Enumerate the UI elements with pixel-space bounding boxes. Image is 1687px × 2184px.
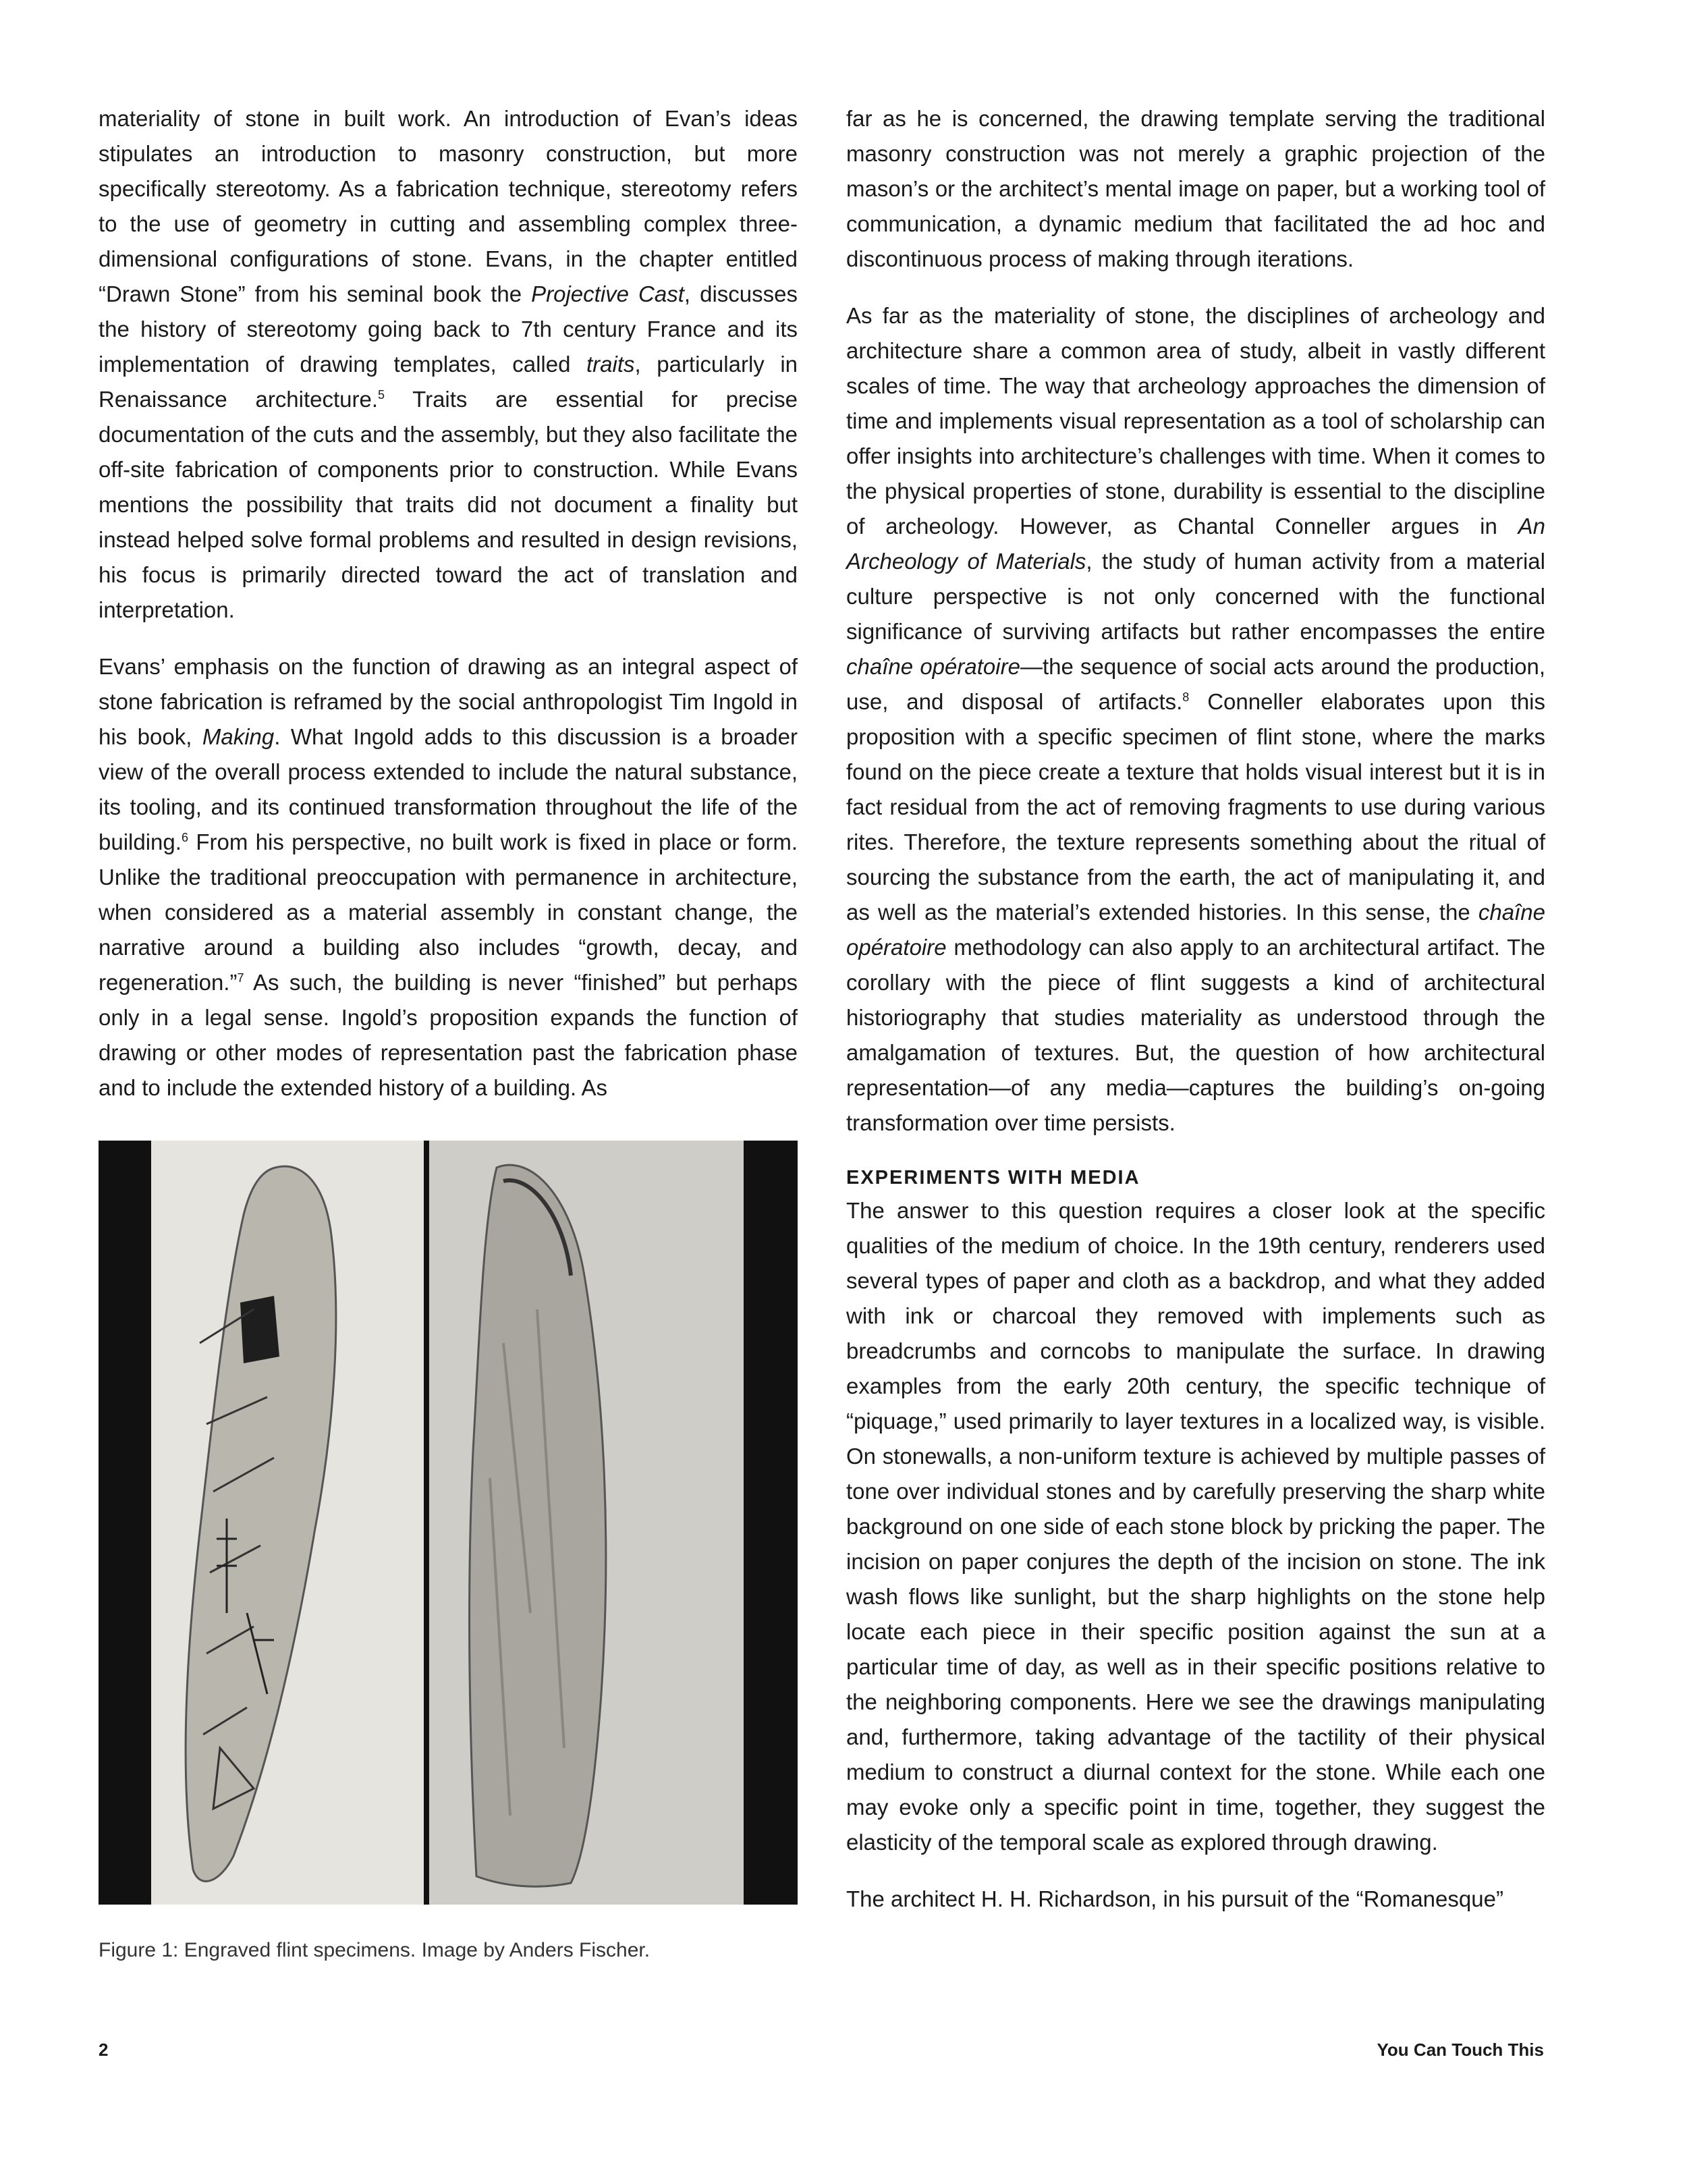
term-traits: traits	[586, 352, 635, 377]
figure-caption: Figure 1: Engraved flint specimens. Image by Anders Fischer.	[99, 1939, 651, 1961]
footnote-ref-7[interactable]: 7	[237, 971, 244, 985]
section-heading: EXPERIMENTS WITH MEDIA	[846, 1167, 1140, 1189]
text-span: , the study of human activity from a material culture perspective is not only concerned with the functional significance of surviving artifacts but rather encompasses the entire	[846, 549, 1545, 644]
right-paragraph-4: The architect H. H. Richardson, in his pursuit of the “Romanesque”	[846, 1886, 1503, 1911]
text-span: Traits are essential for precise documentation of the cuts and the assembly, but they also facilitate the off-site fabrication of components prior to construction. While Evans mentions the possibility that traits did not document a finality but instead helped solve formal problems and resulted in design revisions, his focus is primarily directed toward the act of translation and interpretation.	[99, 387, 798, 622]
text-span: As such, the building is never “finished” but perhaps only in a legal sense. Ingold’s proposition expands the function of drawing or other modes of representation past the fabrication phase and to include the extended history of a building. As	[99, 970, 798, 1100]
text-span: —the sequence of social acts around the production, use, and disposal of artifacts.	[846, 654, 1545, 714]
right-paragraph-2	[846, 298, 1545, 1141]
right-paragraph-1: far as he is concerned, the drawing template serving the traditional masonry construction was not merely a graphic projection of the mason’s or the architect’s mental image on paper, but a working tool of communication, a dynamic medium that facilitated the ad hoc and discontinuous process of making through iterations.	[846, 106, 1545, 271]
page-number: 2	[99, 2040, 109, 2060]
text-span: , discusses the history of stereotomy going back to 7th century France and its implementation of drawing templates, called	[99, 281, 798, 377]
footnote-ref-6[interactable]: 6	[181, 831, 188, 844]
figure-flint-specimens	[99, 1141, 798, 1905]
right-paragraph-3: The answer to this question requires a closer look at the specific qualities of the medium of choice. In the 19th century, renderers used several types of paper and cloth as a backdrop, and what they added with ink or charcoal they removed with implements such as breadcrumbs and corncobs to manipulate the surface. In drawing examples from the early 20th century, the specific technique of “piquage,” used primarily to layer textures in a localized way, is visible. On stonewalls, a non-uniform texture is achieved by multiple passes of tone over individual stones and by carefully preserving the sharp white background on one side of each stone block by pricking the paper. The incision on paper conjures the depth of the incision on stone. The ink wash flows like sunlight, but the sharp highlights on the stone help locate each piece in their specific position against the sun at a particular time of day, as well as in their specific positions relative to the neighboring components. Here we see the drawings manipulating and, furthermore, taking advantage of the tactility of their physical medium to construct a diurnal context for the stone. While each one may evoke only a specific point in time, together, they suggest the elasticity of the temporal scale as explored through drawing.	[846, 1198, 1545, 1855]
text-span: From his perspective, no built work is fixed in place or form. Unlike the traditional preoccupation with permanence in architecture, when considered as a material assembly in constant change, the narrative around a building also includes “growth, decay, and regeneration.”	[99, 829, 798, 995]
left-paragraph-1	[99, 101, 798, 628]
left-paragraph-2	[99, 649, 798, 1105]
term-chaine-operatoire: chaîne opératoire	[846, 654, 1020, 679]
text-span: Conneller elaborates upon this proposition with a specific specimen of flint stone, where the marks found on the piece create a texture that holds visual interest but it is in fact residual from the act of removing fragments to use during various rites. Therefore, the texture represents something about the ritual of sourcing the substance from the earth, the act of manipulating it, and as well as the material’s extended histories. In this sense, the	[846, 689, 1545, 925]
footnote-ref-8[interactable]: 8	[1182, 690, 1190, 704]
text-span: Evans’ emphasis on the function of drawing as an integral aspect of stone fabrication is reframed by the social anthropologist Tim Ingold in his book,	[99, 654, 798, 749]
running-title: You Can Touch This	[1377, 2040, 1544, 2060]
text-span: methodology can also apply to an architectural artifact. The corollary with the piece of flint suggests a kind of architectural historiography that studies materiality as understood through the amalgamation of textures. But, the question of how architectural representation—of any media—captures the building’s on-going transformation over time persists.	[846, 935, 1545, 1135]
text-span: . What Ingold adds to this discussion is a broader view of the overall process extended to include the natural substance, its tooling, and its continued transformation throughout the life of the building.	[99, 724, 798, 854]
text-span: materiality of stone in built work. An introduction of Evan’s ideas stipulates an introduction to masonry construction, but more specifically stereotomy. As a fabrication technique, stereotomy refers to the use of geometry in cutting and assembling complex three-dimensional configurations of stone. Evans, in the chapter entitled “Drawn Stone” from his seminal book the	[99, 106, 798, 306]
text-span: As far as the materiality of stone, the disciplines of archeology and architecture share a common area of study, albeit in vastly different scales of time. The way that archeology approaches the dimension of time and implements visual representation as a tool of scholarship can offer insights into architecture’s challenges with time. When it comes to the physical properties of stone, durability is essential to the discipline of archeology. However, as Chantal Conneller argues in	[846, 303, 1545, 539]
term-chaine-operatoire: chaîne opératoire	[846, 900, 1545, 960]
text-span: , particularly in Renaissance architecture.	[99, 352, 798, 412]
right-column	[846, 101, 1545, 1917]
book-title-making: Making	[202, 724, 275, 749]
book-title-projective-cast: Projective Cast	[531, 281, 684, 306]
left-column	[99, 101, 798, 1105]
flint-specimens-image	[99, 1141, 798, 1905]
footnote-ref-5[interactable]: 5	[378, 388, 385, 402]
book-title-archeology-of-materials: An Archeology of Materials	[846, 514, 1545, 574]
